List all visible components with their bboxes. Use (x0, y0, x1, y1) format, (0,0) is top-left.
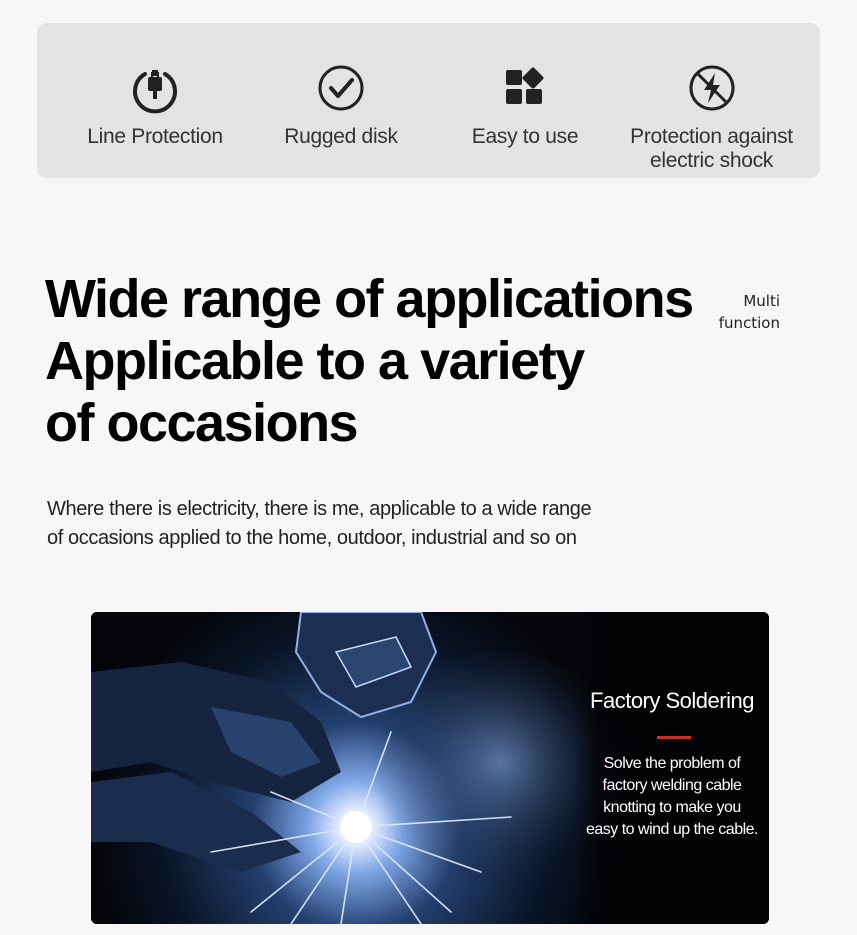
page-headline (45, 268, 693, 454)
description-text: Where there is electricity, there is me, applicable to a wide range of occasions applied to the home, outdoor, industrial and so on (47, 498, 592, 549)
feature-easy-to-use (437, 23, 613, 178)
check-circle-icon (315, 62, 367, 114)
plug-icon (129, 62, 181, 114)
headline-line: Applicable to a variety (45, 331, 584, 391)
feature-shock-protection (619, 23, 804, 178)
no-lightning-icon (686, 62, 738, 114)
multi-function-badge: Multi function (718, 292, 780, 332)
accent-divider (657, 736, 691, 739)
application-title: Factory Soldering (590, 688, 754, 713)
feature-label: Easy to use (471, 125, 579, 148)
apps-grid-icon (499, 62, 551, 114)
application-photo (91, 612, 769, 924)
feature-line-protection (67, 23, 243, 178)
feature-label: Protection against electric shock (630, 125, 793, 172)
feature-rugged-disk (253, 23, 429, 178)
feature-bar (37, 23, 820, 178)
application-caption (575, 612, 769, 924)
headline-line: Wide range of applications (45, 269, 693, 329)
feature-label: Line Protection (87, 125, 223, 148)
headline-line: of occasions (45, 393, 358, 453)
application-description: Solve the problem of factory welding cable knotting to make you easy to wind up the cable. (585, 755, 758, 838)
feature-label: Rugged disk (284, 125, 398, 148)
